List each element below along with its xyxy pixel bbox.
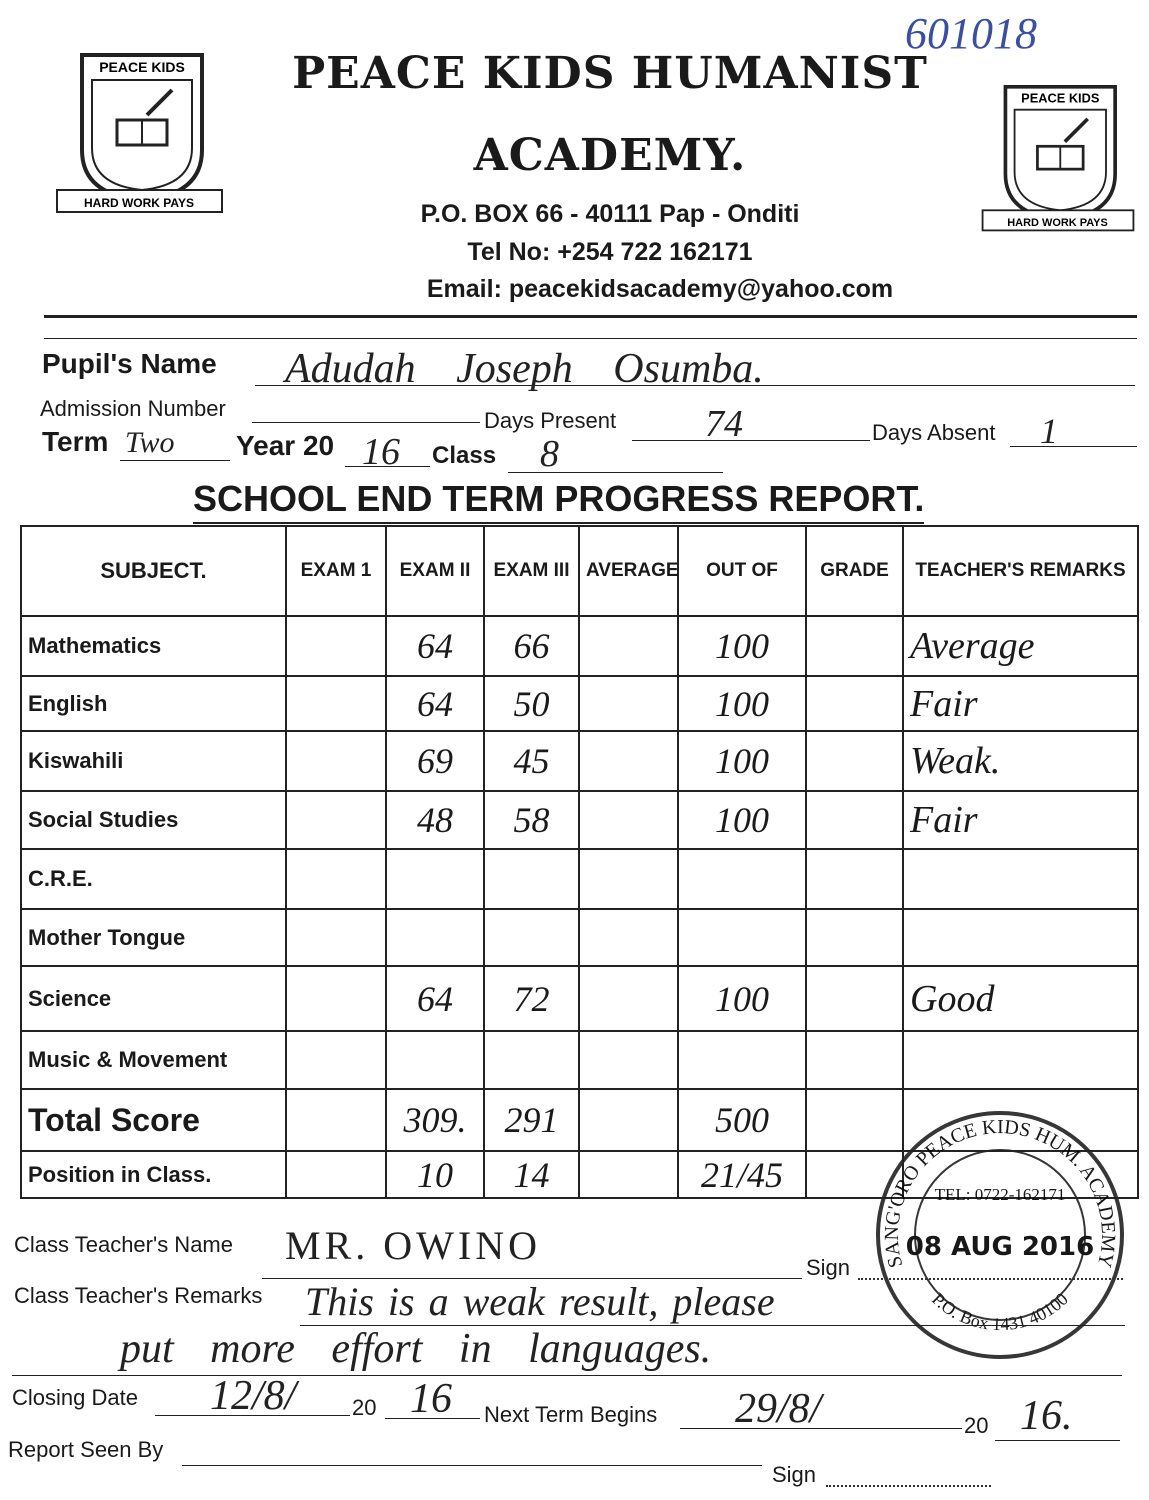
- sign-line: [858, 1278, 1123, 1280]
- progress-report-table: [20, 525, 1139, 1199]
- next-term-line: [680, 1428, 962, 1429]
- days-present-line: [632, 440, 870, 441]
- header-exam2: EXAM II: [386, 526, 484, 616]
- average-cell: [579, 616, 678, 676]
- exam3-cell: 66: [484, 616, 579, 676]
- grade-cell: [806, 966, 903, 1031]
- teacher-remarks-label: Class Teacher's Remarks: [14, 1283, 263, 1308]
- term-label: Term: [42, 426, 109, 457]
- table-row: [21, 909, 1138, 966]
- stamp-tel: TEL: 0722-162171: [934, 1185, 1066, 1204]
- grade-cell: [806, 1031, 903, 1089]
- out-of-cell: 100: [678, 676, 806, 731]
- average-cell: [579, 1151, 678, 1198]
- header-exam1: EXAM 1: [286, 526, 386, 616]
- class-value: 8: [540, 433, 559, 475]
- svg-text:P.O. Box 1431 40100: [928, 1289, 1072, 1334]
- remarks-line2: [12, 1375, 1122, 1376]
- school-stamp: [870, 1105, 1130, 1365]
- exam2-cell: 10: [386, 1151, 484, 1198]
- admission-line: [252, 422, 480, 423]
- grade-cell: [806, 731, 903, 791]
- closing-date-line: [155, 1415, 350, 1416]
- out-of-cell: 100: [678, 791, 806, 849]
- exam3-cell: 291: [484, 1089, 579, 1151]
- remarks-cell: Good: [903, 966, 1138, 1031]
- days-present-label: Days Present: [484, 408, 617, 433]
- school-crest-right: [978, 75, 1138, 245]
- next-year: 16.: [1020, 1393, 1073, 1439]
- exam3-cell: 45: [484, 731, 579, 791]
- subject-cell: C.R.E.: [21, 849, 286, 909]
- exam2-cell: [386, 849, 484, 909]
- exam1-cell: [286, 966, 386, 1031]
- subject-cell: Social Studies: [21, 791, 286, 849]
- out-of-cell: 100: [678, 616, 806, 676]
- subject-cell: Music & Movement: [21, 1031, 286, 1089]
- header-remarks: TEACHER'S REMARKS: [903, 526, 1138, 616]
- table-row: [21, 849, 1138, 909]
- average-cell: [579, 909, 678, 966]
- average-cell: [579, 1089, 678, 1151]
- sign2-line: [826, 1485, 991, 1487]
- exam2-cell: [386, 1031, 484, 1089]
- svg-text:HARD WORK PAYS: HARD WORK PAYS: [83, 196, 195, 210]
- teacher-name: MR. OWINO: [285, 1223, 541, 1268]
- subject-cell: Position in Class.: [21, 1151, 286, 1198]
- next-term-date: 29/8/: [735, 1386, 822, 1432]
- pupil-name: Adudah Joseph Osumba.: [285, 346, 764, 392]
- term-line: [120, 460, 230, 461]
- remarks-cell: [903, 909, 1138, 966]
- average-cell: [579, 1031, 678, 1089]
- report-seen-by-line: [182, 1465, 762, 1466]
- class-line: [508, 472, 723, 473]
- average-cell: [579, 966, 678, 1031]
- table-row: [21, 1031, 1138, 1089]
- closing-date: 12/8/: [210, 1373, 297, 1419]
- grade-cell: [806, 676, 903, 731]
- header-grade: GRADE: [806, 526, 903, 616]
- out-of-cell: 100: [678, 966, 806, 1031]
- table-row: [21, 616, 1138, 676]
- school-tel: Tel No: +254 722 162171: [467, 238, 753, 266]
- exam2-cell: 309.: [386, 1089, 484, 1151]
- report-seen-by-label: Report Seen By: [8, 1437, 164, 1462]
- exam2-cell: 64: [386, 676, 484, 731]
- school-email: Email: peacekidsacademy@yahoo.com: [426, 275, 894, 303]
- report-title: SCHOOL END TERM PROGRESS REPORT.: [193, 478, 924, 524]
- grade-cell: [806, 791, 903, 849]
- exam3-cell: [484, 909, 579, 966]
- svg-text:PEACE KIDS: PEACE KIDS: [99, 59, 185, 75]
- year-value: 16: [362, 431, 400, 473]
- exam1-cell: [286, 676, 386, 731]
- teacher-name-label: Class Teacher's Name: [14, 1232, 233, 1257]
- exam2-cell: 64: [386, 616, 484, 676]
- out-of-cell: 21/45: [678, 1151, 806, 1198]
- exam2-cell: 48: [386, 791, 484, 849]
- header-divider: [44, 315, 1137, 339]
- average-cell: [579, 849, 678, 909]
- remarks-cell: Fair: [903, 791, 1138, 849]
- remarks-cell: Average: [903, 616, 1138, 676]
- header-subject: SUBJECT.: [21, 526, 286, 616]
- header-exam3: EXAM III: [484, 526, 579, 616]
- closing-date-label: Closing Date: [12, 1385, 138, 1410]
- remarks-cell: [903, 849, 1138, 909]
- year-line: [345, 466, 430, 467]
- next-year-prefix: 20: [964, 1413, 989, 1438]
- average-cell: [579, 791, 678, 849]
- term-value: Two: [125, 426, 175, 459]
- exam1-cell: [286, 731, 386, 791]
- stamp-ring-bottom: P.O. Box 1431 40100: [928, 1288, 1072, 1335]
- sign2-label: Sign: [772, 1462, 817, 1487]
- school-name-line1: PEACE KIDS HUMANIST: [292, 48, 928, 99]
- exam3-cell: 58: [484, 791, 579, 849]
- exam1-cell: [286, 909, 386, 966]
- exam3-cell: 14: [484, 1151, 579, 1198]
- exam2-cell: 64: [386, 966, 484, 1031]
- class-label: Class: [432, 442, 497, 469]
- stamp-date: 08 AUG 2016: [905, 1232, 1095, 1262]
- closing-year-prefix: 20: [352, 1395, 377, 1420]
- school-name-line2: ACADEMY.: [473, 130, 747, 181]
- next-year-line: [995, 1440, 1120, 1441]
- school-crest-left: [52, 50, 227, 220]
- exam3-cell: 72: [484, 966, 579, 1031]
- exam1-cell: [286, 616, 386, 676]
- subject-cell: Mother Tongue: [21, 909, 286, 966]
- exam1-cell: [286, 1031, 386, 1089]
- table-header-row: [21, 526, 1138, 616]
- grade-cell: [806, 909, 903, 966]
- out-of-cell: [678, 849, 806, 909]
- days-present-value: 74: [705, 403, 743, 445]
- exam2-cell: [386, 909, 484, 966]
- exam2-cell: 69: [386, 731, 484, 791]
- subject-cell: Mathematics: [21, 616, 286, 676]
- subject-cell: English: [21, 676, 286, 731]
- out-of-cell: 100: [678, 731, 806, 791]
- exam1-cell: [286, 849, 386, 909]
- days-absent-line: [1010, 446, 1137, 447]
- days-absent-value: 1: [1040, 411, 1058, 451]
- header-out-of: OUT OF: [678, 526, 806, 616]
- days-absent-label: Days Absent: [872, 420, 996, 445]
- subject-cell: Total Score: [21, 1089, 286, 1151]
- table-row: [21, 791, 1138, 849]
- out-of-cell: [678, 1031, 806, 1089]
- admission-label: Admission Number: [40, 396, 226, 421]
- table-row: [21, 731, 1138, 791]
- teacher-remarks-line2: put more effort in languages.: [120, 1326, 712, 1372]
- remarks-cell: Fair: [903, 676, 1138, 731]
- header-average: AVERAGE: [579, 526, 678, 616]
- grade-cell: [806, 616, 903, 676]
- table-row: [21, 676, 1138, 731]
- out-of-cell: [678, 909, 806, 966]
- subject-cell: Kiswahili: [21, 731, 286, 791]
- next-term-label: Next Term Begins: [484, 1402, 658, 1427]
- school-address: P.O. BOX 66 - 40111 Pap - Onditi: [420, 200, 800, 228]
- closing-year-line: [385, 1418, 480, 1419]
- average-cell: [579, 731, 678, 791]
- exam1-cell: [286, 1089, 386, 1151]
- sign-label: Sign: [806, 1255, 851, 1280]
- remarks-cell: [903, 1031, 1138, 1089]
- stamp-ring-top: SANG'ORO PEACE KIDS HUM. ACADEMY: [880, 1116, 1120, 1270]
- remarks-cell: Weak.: [903, 731, 1138, 791]
- grade-cell: [806, 849, 903, 909]
- closing-year: 16: [410, 1376, 452, 1422]
- average-cell: [579, 676, 678, 731]
- exam3-cell: [484, 1031, 579, 1089]
- year-label: Year 20: [236, 430, 335, 461]
- exam3-cell: 50: [484, 676, 579, 731]
- teacher-remarks-line1: This is a weak result, please: [305, 1279, 775, 1324]
- table-row: [21, 966, 1138, 1031]
- corner-note: 601018: [905, 9, 1037, 58]
- exam1-cell: [286, 791, 386, 849]
- pupil-name-label: Pupil's Name: [42, 348, 217, 379]
- exam1-cell: [286, 1151, 386, 1198]
- exam3-cell: [484, 849, 579, 909]
- out-of-cell: 500: [678, 1089, 806, 1151]
- svg-text:HARD WORK PAYS: HARD WORK PAYS: [1007, 216, 1108, 229]
- svg-text:PEACE KIDS: PEACE KIDS: [1021, 90, 1100, 106]
- subject-cell: Science: [21, 966, 286, 1031]
